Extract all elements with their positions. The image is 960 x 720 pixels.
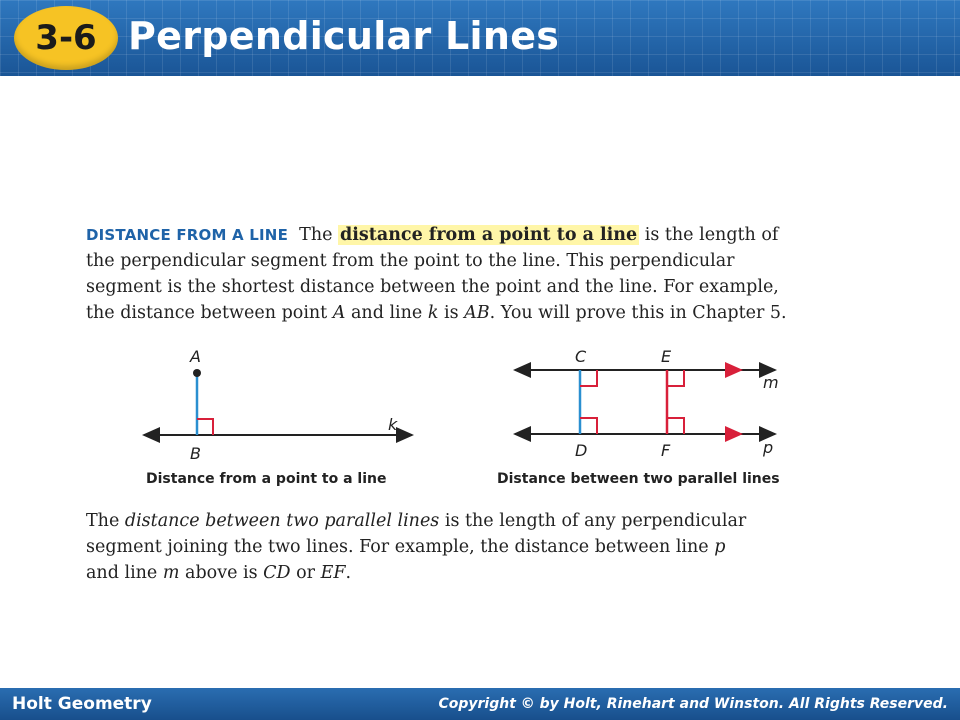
- section-kicker: DISTANCE FROM A LINE: [86, 226, 289, 244]
- label-p: p: [763, 438, 774, 457]
- segment-EF-ref: EF: [320, 563, 346, 583]
- header-bar: [0, 0, 960, 76]
- footer-bar: [0, 688, 960, 720]
- right-angle-mark-C: [580, 370, 597, 386]
- line-k-ref: k: [427, 303, 439, 323]
- right-angle-mark: [197, 419, 213, 435]
- figure2-caption: Distance between two parallel lines: [497, 471, 780, 487]
- right-angle-mark-D: [580, 418, 597, 434]
- definition-paragraph: [86, 222, 886, 326]
- right-angle-mark-E: [667, 370, 684, 386]
- line-m-ref: m: [162, 563, 180, 583]
- right-angle-mark-F: [667, 418, 684, 434]
- text-line3b: above is: [179, 563, 264, 583]
- figure1-caption: Distance from a point to a line: [146, 471, 387, 487]
- point-A-ref: A: [332, 303, 346, 323]
- text-b: is the length of any perpendicular: [439, 511, 747, 531]
- text-line2a: segment joining the two lines. For example, the distance between line: [86, 537, 715, 557]
- label-A: A: [190, 347, 201, 366]
- segment-AB-ref: AB: [464, 303, 490, 323]
- line-p-ref: p: [714, 537, 726, 557]
- label-k: k: [388, 415, 398, 434]
- figure-point-to-line: [130, 340, 430, 470]
- text-line3a: and line: [86, 563, 163, 583]
- text-line4d: . You will prove this in Chapter 5.: [489, 303, 787, 323]
- label-C: C: [575, 347, 587, 366]
- text-line4a: the distance between point: [86, 303, 333, 323]
- page-title: Perpendicular Lines: [128, 14, 560, 58]
- label-m: m: [763, 373, 779, 392]
- text-end: .: [345, 563, 352, 583]
- label-F: F: [661, 441, 671, 460]
- label-B: B: [190, 444, 201, 463]
- text-line4b: and line: [345, 303, 428, 323]
- parallel-distance-paragraph: [86, 508, 886, 586]
- text-line3: segment is the shortest distance between the point and the line. For example,: [86, 277, 779, 297]
- highlighted-term: distance from a point to a line: [340, 225, 638, 245]
- term-parallel-distance: distance between two parallel lines: [124, 511, 440, 531]
- segment-CD-ref: CD: [263, 563, 291, 583]
- point-A: [193, 369, 201, 377]
- text-the: The: [299, 225, 333, 245]
- label-E: E: [661, 347, 672, 366]
- footer-copyright: Copyright © by Holt, Rinehart and Winston. All Rights Reserved.: [438, 696, 948, 712]
- figure-parallel-lines: [505, 340, 805, 470]
- label-D: D: [575, 441, 588, 460]
- text-or: or: [290, 563, 321, 583]
- text-line1-rest: is the length of: [639, 225, 779, 245]
- text-line2: the perpendicular segment from the point to the line. This perpendicular: [86, 251, 735, 271]
- lesson-number-badge: 3-6: [14, 6, 118, 70]
- text-line4c: is: [438, 303, 465, 323]
- footer-book-title: Holt Geometry: [12, 694, 152, 714]
- text-a: The: [86, 511, 125, 531]
